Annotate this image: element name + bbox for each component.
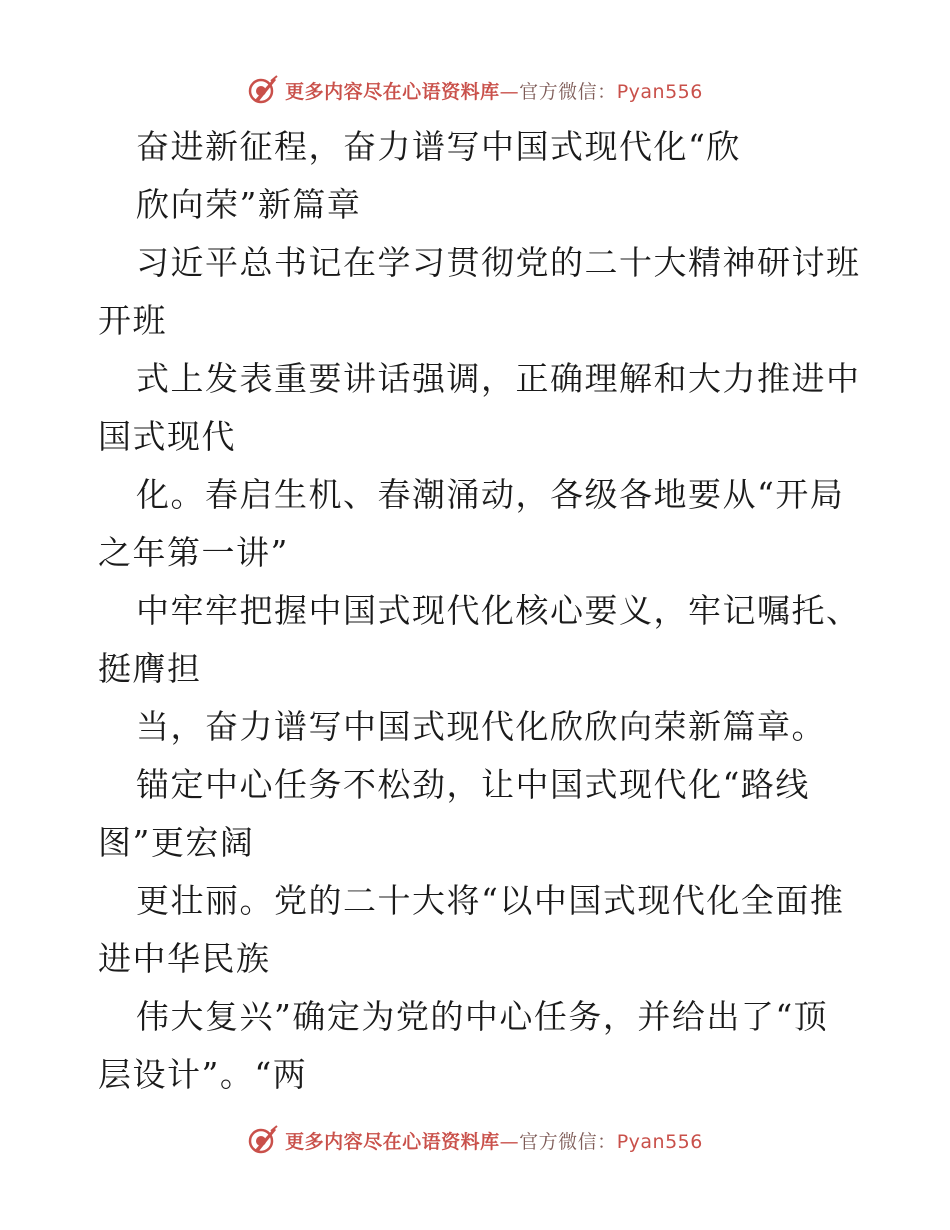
text-line: 当，奋力谱写中国式现代化欣欣向荣新篇章。 bbox=[136, 707, 826, 746]
header-watermark bbox=[0, 72, 950, 108]
watermark-label: 官方微信： bbox=[519, 80, 617, 103]
watermark-text bbox=[285, 1127, 703, 1154]
watermark-dash: — bbox=[499, 80, 520, 103]
watermark-text bbox=[285, 77, 703, 104]
text-line: 化。春启生机、春潮涌动，各级各地要从“开局 bbox=[136, 475, 845, 514]
text-line: 欣向荣”新篇章 bbox=[136, 185, 362, 224]
watermark-label: 官方微信： bbox=[519, 1130, 617, 1153]
watermark-site-text: 更多内容尽在心语资料库 bbox=[285, 80, 500, 103]
watermark-site-text: 更多内容尽在心语资料库 bbox=[285, 1130, 500, 1153]
text-line: 锚定中心任务不松劲，让中国式现代化“路线 bbox=[136, 765, 810, 804]
watermark-wechat-id: Pyan556 bbox=[616, 1130, 703, 1153]
text-line: 层设计”。“两 bbox=[98, 1055, 308, 1094]
text-line: 进中华民族 bbox=[98, 939, 271, 978]
quill-logo-icon bbox=[247, 74, 279, 106]
text-line: 开班 bbox=[98, 301, 167, 340]
text-line: 之年第一讲” bbox=[98, 533, 289, 572]
text-line: 中牢牢把握中国式现代化核心要义，牢记嘱托、 bbox=[136, 591, 861, 630]
watermark-dash: — bbox=[499, 1130, 520, 1153]
quill-logo-icon bbox=[247, 1124, 279, 1156]
text-line: 挺膺担 bbox=[98, 649, 202, 688]
document-body bbox=[98, 118, 861, 1104]
text-line: 图”更宏阔 bbox=[98, 823, 255, 862]
text-line: 更壮丽。党的二十大将“以中国式现代化全面推 bbox=[136, 881, 845, 920]
text-line: 式上发表重要讲话强调，正确理解和大力推进中 bbox=[136, 359, 861, 398]
text-line: 国式现代 bbox=[98, 417, 236, 456]
footer-watermark bbox=[0, 1122, 950, 1158]
watermark-wechat-id: Pyan556 bbox=[616, 80, 703, 103]
text-line: 伟大复兴”确定为党的中心任务，并给出了“顶 bbox=[136, 997, 829, 1036]
text-line: 习近平总书记在学习贯彻党的二十大精神研讨班 bbox=[136, 243, 861, 282]
text-line: 奋进新征程，奋力谱写中国式现代化“欣 bbox=[136, 127, 741, 166]
